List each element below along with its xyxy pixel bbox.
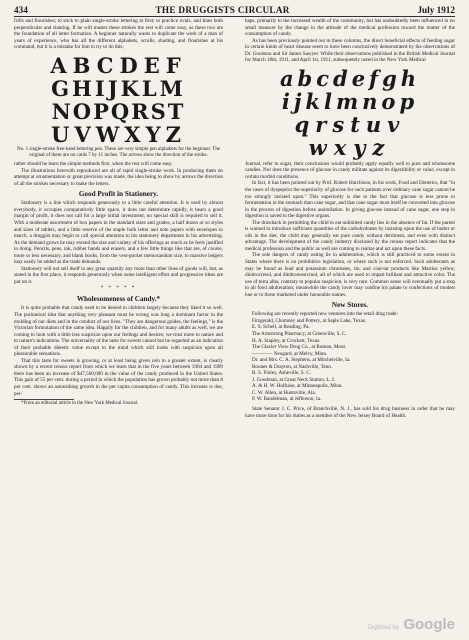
list-item: J. Goodman, at Great Neck Station, L. I.	[252, 376, 336, 383]
lowercase-row-4: wxyz	[308, 134, 392, 160]
right-column	[245, 18, 455, 419]
lowercase-row-2: ijklmnop	[281, 88, 419, 114]
page-number: 434	[14, 5, 28, 15]
list-item: R. S. Finley, Asheville, S. C.	[252, 370, 311, 377]
left-column	[14, 18, 223, 408]
list-item: Dr. and Mrs. C. A. Stephens, at Mitchelville, Ia.	[252, 357, 351, 364]
uppercase-alphabet-figure	[14, 54, 223, 146]
list-item: Fitzgerald, Chumney and Pottery, at Saple Lake, Texas.	[252, 317, 367, 324]
alphabet-row-3: NOPQRST	[51, 98, 186, 124]
watermark-prefix: Digitized by	[367, 625, 399, 631]
left-paragraph-2: rather should he learn the simple methods first, when the rest will come easy.	[14, 161, 173, 168]
right-paragraph-2: As has been previously pointed out in these columns, the direct beneficial effects of feeding sugar in certain kinds of heart disease seem to have been conclusively demonstrated by the observations of Dr. Goulston and Sir James Sawyer. While their observations published in the British Medical Journal for March 18th, 1911, and April 1st, 1911, subsequently noted in the New York Medical	[245, 37, 455, 64]
running-header	[14, 3, 455, 15]
lowercase-alphabet-figure	[245, 67, 455, 159]
lowercase-row-1: abcdefgh	[279, 65, 421, 91]
list-item: ———— Neugard, at Melvy, Minn.	[252, 350, 328, 357]
new-stores-list	[245, 318, 455, 403]
header-rule	[14, 16, 455, 17]
list-item: E. S. Schell, at Reading, Pa.	[252, 324, 310, 331]
list-item: C. W. Allen, at Huntsville, Ala.	[252, 389, 316, 396]
left-paragraph-6: It is quite probable that candy used to be denied to children largely because they liked it so well. The puritanical idea that anything very pleasant must be wrong was long a dominant factor in the molding of our diets and in the conduct of our lives. "They are dangerous guides, the feelings," is the Victorian formulation of the same idea. Happily for the children, and for many adults as well, we are coming to look with a little less suspicion upon our feelings and desires; we trust more to nature and to nature's indications. The universality of the taste for sweets cannot but be regarded as an indication of their probable dietetic value except to the mind which still looks with suspicion upon all pleasurable sensations.	[14, 305, 223, 358]
left-paragraph-1: frills and flourishes; to stick to plain single-stroke lettering at first; to practice ovals, and lines both perpendicular and slanting. If he will master these strokes the rest will come easy, as these two are the foundation of all letter formation. A beginner naturally wants to duplicate the work of a man of years of experience, who has all the different alphabets, scrolls, shading, and flourishes at his command, but it is a mistake for him to try to do this;	[14, 18, 223, 51]
footnote-rule	[14, 399, 74, 400]
left-paragraph-3: The illustrations herewith reproduced are all of rapid single-stroke work. In producing them no attempt at ornamentation or great precision was made, the idea being to show by arrows the direction of all the strokes necessary to make the letters.	[14, 167, 223, 187]
left-paragraph-4: Stationery is a line which responds generously to a little careful attention. It is used by almost everybody, it occupies comparatively little space, it does not deteriorate rapidly, it bears a good margin of profit, it does not call for a large initial investment, no special skill is required to sell it. With a moderate assortment of box papers in the standard sizes and grades, a half dozen or so styles and sizes of tablets, and a little reserve of the staple bulk letter and note papers with envelopes to match, a druggist may begin to call special attention to his stationery department in his advertising. As the demand grows he may extend the size and variety of his offerings as much as he feels justified in doing. Pencils, pens, ink, rubber bands and erasers, and a few little things like that are, of course, more or less necessary, and blank books, from the vest-pocket memorandum size, to massive ledgers may easily be added as the trade demands.	[14, 200, 223, 266]
heading-good-profit: Good Profit in Stationery.	[78, 190, 159, 199]
alphabet-row-1: ABCDEF	[50, 52, 187, 78]
list-item: Bounes & Drayton, at Nashville, Tenn.	[252, 363, 333, 370]
left-paragraph-5: Stationery will not sell itself in any great quantity any more than other lines of goods will, but, as stated in the first place, it responds generously when some intelligent effort and progressive ideas are put on it.	[14, 265, 223, 285]
list-item: The Armstrong Pharmacy, at Greenville, S. C.	[252, 330, 347, 337]
heading-wholesomeness-candy: Wholesomeness of Candy.*	[76, 295, 161, 304]
list-item: A. & H. W. Hulfuise, at Minneapolis, Minn.	[252, 383, 343, 390]
section-divider: * * * * *	[100, 286, 137, 292]
lowercase-row-3: qrstuv	[294, 111, 406, 137]
heading-new-stores: New Stores.	[331, 301, 369, 310]
right-paragraph-1: haps, primarily to the increased wealth of the community, but has undoubtedly been influenced in no small measure by the change in the attitude of the medical profession toward the matter of the consumption of candy.	[245, 18, 455, 38]
digitized-watermark	[368, 616, 455, 634]
alphabet-row-2: GHIJKLM	[51, 75, 186, 101]
figure-caption: No. 1 single-stroke free-hand lettering pen. These are very simple pen alphabets for the beginner. The original of these are on cards 7 by 11 inches. The arrows show the direction of the stroke.	[16, 146, 221, 158]
right-paragraph-6: The sole dangers of candy eating lie in adulteration, which is still practiced to some extent in States where there is no prohibitive legislation, or where such is not enforced. Such adulterants as may be found as lead and potassium chromates, tin, and coal-tar products like Martius yellow, dinitrocresol, and dinitroresorcinol, all of which are used to impart brilliant and attractive color. The use of terra alba, contrary to popular suspicion, is very rare. Common sense will eventually put a stop to all food adulteration; meanwhile the candy lover may confine his palate to confections of modest hue or to those marketed under honorable names.	[245, 252, 455, 298]
footnote: *From an editorial article in the New York Medical Journal.	[21, 401, 139, 407]
journal-title: THE DRUGGISTS CIRCULAR	[155, 5, 290, 15]
right-paragraph-3: Journal, refer to sugar, their conclusions would probably apply equally well to pure and wholesome candies. Nor does the presence of glucose in candy militate against its digestibility or value, except in certain morbid conditions.	[245, 160, 455, 180]
list-item: H. A. Stapley, at Crockett, Texas.	[252, 337, 321, 344]
left-paragraph-7: That this taste for sweets is growing, or at least being given rein to a greater extent, is clearly shown by a recent census report from which we learn that in the five years between 1904 and 1909 there has been an increase of $47,500,000 in the value of the candy produced in the United States. This gain of 55 per cent. during a period in which the population has grown probably not more than 8 per cent. shows an astonishing growth in the per capita consumption of candy. This increase is due, per-	[14, 357, 223, 397]
right-paragraph-8: State Senator J. C. Price, of Branchville, N. J., has sold his drug business in order that he may have more time for his duties as a member of the New Jersey Board of Health.	[245, 405, 455, 419]
list-item: P. W. Randelman, at Jefferson, Ia.	[252, 396, 322, 403]
list-item: The Glacier View Drug Co., at Roman, Mont.	[252, 344, 347, 351]
right-paragraph-7: Following are recently reported new ventures into the retail drug trade:	[252, 311, 398, 318]
alphabet-row-4: UVWXYZ	[51, 121, 186, 147]
google-logo: Google	[403, 616, 455, 633]
right-paragraph-5: The drawback in permitting the child to eat unlimited candy lies in the absence of fat. If the parent is warned to introduce sufficient quantities of the carbohydrates by insisting upon the use of butter or oils in the diet, the child may generally eat pure candy without detriment, and even with distinct advantage. The development of the candy industry disclosed by the census report indicates that the medical profession and the public as well are coming to realize and act upon these facts.	[245, 219, 455, 252]
right-paragraph-4: In fact, it has been pointed out by Prof. Robert Hutchison, in his work, Food and Dietetics, that "in the cases of dyspeptics the superiority of glucose for such patients over ordinary cane sugar cannot be too strongly insisted upon." This superiority is due to the fact that glucose is less prone to fermentation in the stomach than cane sugar, and that cane sugar must itself be converted into glucose in the process of digestion before assimilation. In giving glucose instead of cane sugar, one step in digestion is saved to the digestive organs.	[245, 180, 455, 220]
issue-date: July 1912	[417, 5, 455, 15]
